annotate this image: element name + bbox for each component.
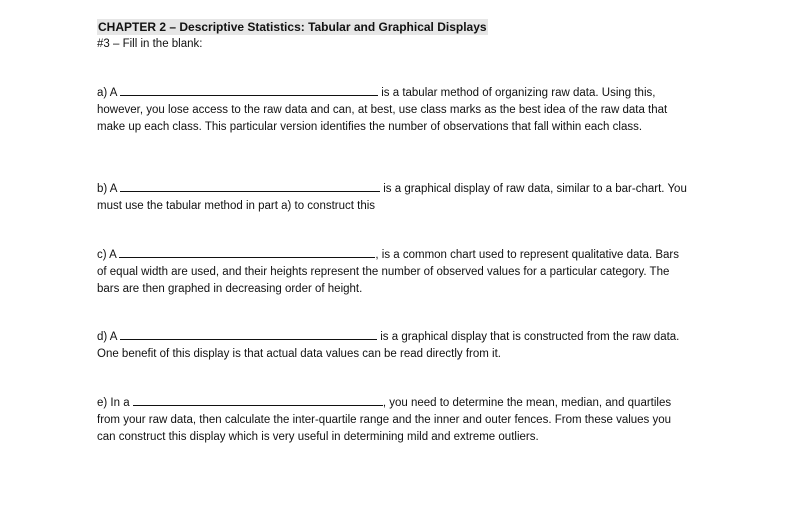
question-e-text: , you need to determine the mean, median, and quartiles from your raw data, then calculate the inter-quartile range and the inner and outer fences. From these values you can construct this display which is very useful in determining mild and extreme outliers.	[97, 397, 672, 443]
question-a-prefix: a) A	[97, 87, 121, 99]
question-b-prefix: b) A	[97, 183, 121, 195]
question-b	[97, 180, 687, 215]
question-a-text: is a tabular method of organizing raw data. Using this, however, you lose access to the raw data and can, at best, use class marks as the best idea of the raw data that make up each class. This particular version identifies the number of observations that fall within each class.	[97, 87, 668, 133]
question-a-blank[interactable]	[120, 84, 378, 96]
question-d-prefix: d) A	[97, 331, 121, 343]
question-b-blank[interactable]	[120, 180, 380, 192]
question-d	[97, 328, 687, 363]
question-c-blank[interactable]	[119, 246, 375, 258]
question-d-blank[interactable]	[120, 328, 377, 340]
question-e	[97, 394, 687, 446]
question-e-prefix: e) In a	[97, 397, 133, 409]
question-c-prefix: c) A	[97, 249, 120, 261]
question-c-text: , is a common chart used to represent qualitative data. Bars of equal width are used, and their heights represent the number of observed values for a particular category. The bars are then graphed in decreasing order of height.	[97, 249, 680, 295]
question-b-text: is a graphical display of raw data, similar to a bar-chart. You must use the tabular method in part a) to construct this	[97, 183, 687, 212]
chapter-title: CHAPTER 2 – Descriptive Statistics: Tabular and Graphical Displays	[98, 20, 487, 34]
instructions: #3 – Fill in the blank:	[97, 38, 203, 50]
question-c	[97, 246, 687, 298]
document-page	[97, 18, 697, 443]
question-a	[97, 84, 687, 136]
question-e-blank[interactable]	[133, 394, 383, 406]
question-d-text: is a graphical display that is constructed from the raw data. One benefit of this display is that actual data values can be read directly from it.	[97, 331, 680, 360]
